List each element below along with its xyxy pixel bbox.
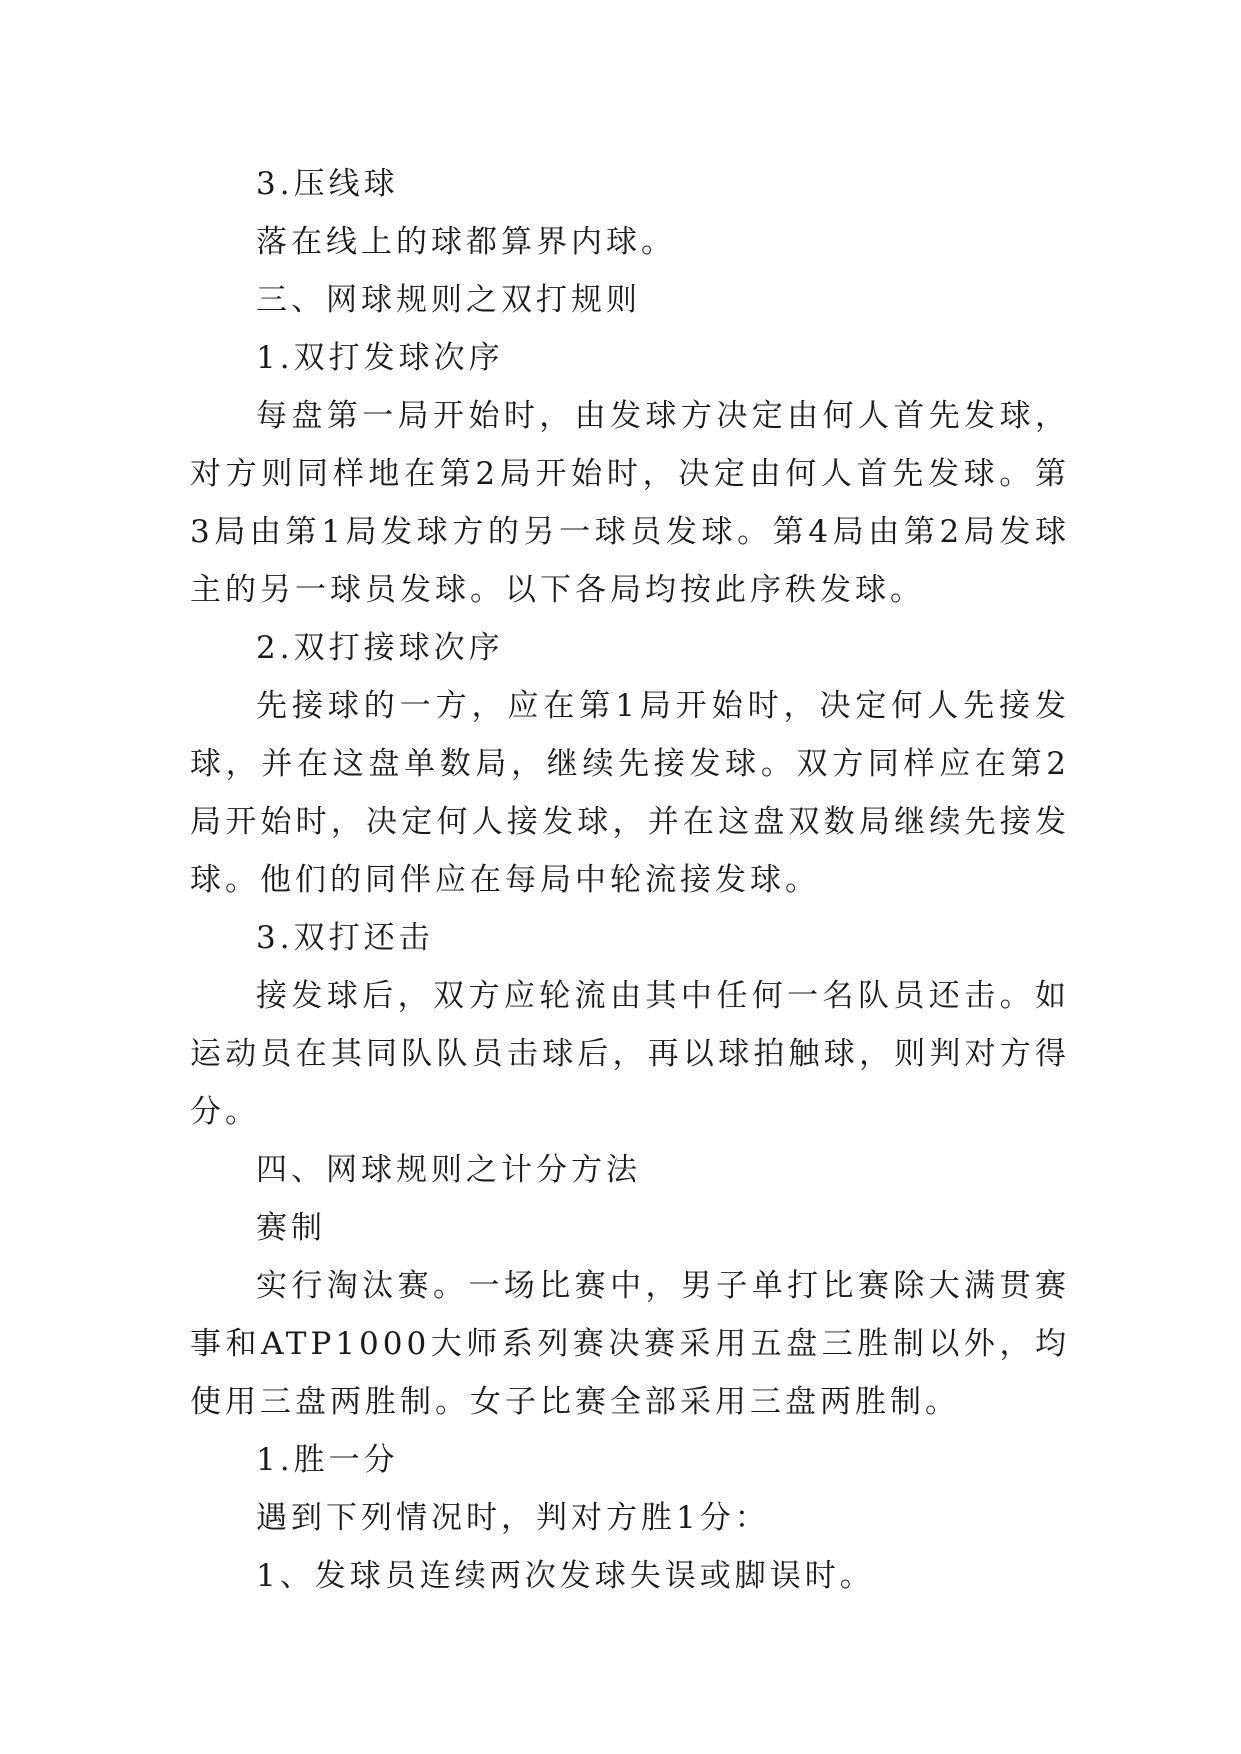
subheading-doubles-receive-order: 2.双打接球次序: [256, 630, 504, 666]
paragraph-line-ball: 落在线上的球都算界内球。: [256, 224, 676, 260]
document-body: [190, 155, 1070, 1605]
section-heading-doubles: 三、网球规则之双打规则: [256, 282, 641, 318]
list-item-1: 1、发球员连续两次发球失误或脚误时。: [256, 1558, 875, 1594]
paragraph-doubles-return: 接发球后，双方应轮流由其中任何一名队员还击。如运动员在其同队队员击球后，再以球拍触球，则判对方得分。: [190, 978, 1070, 1130]
paragraph-format: 实行淘汰赛。一场比赛中，男子单打比赛除大满贯赛事和ATP1000大师系列赛决赛采用五盘三胜制以外，均使用三盘两胜制。女子比赛全部采用三盘两胜制。: [190, 1268, 1070, 1420]
subheading-doubles-serve-order: 1.双打发球次序: [256, 340, 504, 376]
paragraph-doubles-serve-order: 每盘第一局开始时，由发球方决定由何人首先发球，对方则同样地在第2局开始时，决定由何人首先发球。第3局由第1局发球方的另一球员发球。第4局由第2局发球主的另一球员发球。以下各局均按此序秩发球。: [190, 398, 1070, 608]
paragraph-doubles-receive-order: 先接球的一方，应在第1局开始时，决定何人先接发球，并在这盘单数局，继续先接发球。双方同样应在第2局开始时，决定何人接发球，并在这盘双数局继续先接发球。他们的同伴应在每局中轮流接发球。: [190, 688, 1070, 898]
subheading-format: 赛制: [256, 1210, 326, 1246]
subheading-doubles-return: 3.双打还击: [256, 920, 434, 956]
paragraph-win-point-intro: 遇到下列情况时，判对方胜1分：: [256, 1500, 770, 1536]
subheading-line-ball: 3.压线球: [256, 166, 399, 202]
section-heading-scoring: 四、网球规则之计分方法: [256, 1152, 641, 1188]
subheading-win-point: 1.胜一分: [256, 1442, 399, 1478]
